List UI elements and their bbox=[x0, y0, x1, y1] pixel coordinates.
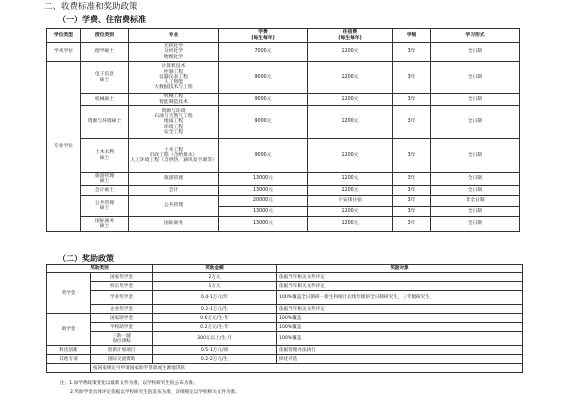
award-amount-cell: 300元以上/生·月 bbox=[153, 332, 277, 346]
tuition-table bbox=[46, 28, 520, 232]
mode-cell: 全日制 bbox=[431, 62, 520, 94]
award-amount-cell: 0.5-1万元/项 bbox=[153, 346, 277, 355]
table-row bbox=[47, 364, 523, 373]
awards-heading: （二）奖助政策 bbox=[58, 254, 114, 263]
col-length: 学制 bbox=[393, 29, 431, 43]
mode-cell: 全日制 bbox=[431, 217, 520, 232]
tuition-cell: 13000元 bbox=[219, 217, 308, 232]
award-object-cell: 100%覆盖全日制研一新生和统计后续年级的全日制研究生，三年级研究生 bbox=[277, 291, 523, 305]
table-row bbox=[47, 173, 520, 186]
length-cell: 3年 bbox=[393, 62, 431, 94]
table-row bbox=[47, 196, 520, 207]
major-cell: 会计 bbox=[129, 186, 219, 196]
category-cell: 土木水利 硕士 bbox=[81, 139, 129, 173]
mode-cell: 全日制 bbox=[431, 139, 520, 173]
award-amount-cell: 0.4-1万元/年 bbox=[153, 291, 277, 305]
table-row bbox=[47, 346, 523, 355]
award-object-cell: 择优评选 bbox=[277, 355, 523, 364]
lodging-cell: 1200元 bbox=[308, 62, 393, 94]
major-cell: 土木工程 市政工程（含给排水） 人工环境工程（含供热、通风及空调等） bbox=[129, 139, 219, 173]
table-row bbox=[47, 314, 523, 323]
award-object-cell: 依据当年相关文件评定 bbox=[277, 282, 523, 291]
award-name-cell: 学校助学金 bbox=[91, 323, 153, 332]
length-cell: 3年 bbox=[393, 43, 431, 62]
category-cell: 公共管理 硕士 bbox=[81, 196, 129, 217]
length-cell: 3年 bbox=[393, 173, 431, 186]
major-cell: 公共管理 bbox=[129, 196, 219, 217]
col-object: 奖励对象 bbox=[277, 265, 523, 273]
award-name-cell: 校长奖学金 bbox=[91, 282, 153, 291]
lodging-cell: 1200元 bbox=[308, 43, 393, 62]
award-object-cell: 100%覆盖 bbox=[277, 314, 523, 323]
mode-cell: 全日制 bbox=[431, 186, 520, 196]
tuition-cell: 9000元 bbox=[219, 106, 308, 139]
lodging-cell: 1200元 bbox=[308, 217, 393, 232]
tuition-cell: 9000元 bbox=[219, 139, 308, 173]
table-row bbox=[47, 305, 523, 314]
category-cell: 资源与环境硕士 bbox=[81, 106, 129, 139]
award-amount-cell: 1万元 bbox=[153, 282, 277, 291]
col-type: 学位类型 bbox=[47, 29, 81, 43]
table-row bbox=[47, 323, 523, 332]
award-amount-cell: 0.2万元/生·年 bbox=[153, 323, 277, 332]
category-cell: 国际商务 硕士 bbox=[81, 217, 129, 232]
length-cell: 3年 bbox=[393, 207, 431, 217]
category-cell: 电子信息 硕士 bbox=[81, 62, 129, 94]
lodging-cell: 1200元 bbox=[308, 106, 393, 139]
table-row bbox=[47, 332, 523, 346]
degree-type-cell: 专业学位 bbox=[47, 62, 81, 232]
tuition-cell: 9000元 bbox=[219, 94, 308, 106]
lodging-cell: 1200元 bbox=[308, 94, 393, 106]
note-line: 2.奖助学金具体评定依据以学校研究生院发布为准，详细规定以学校相关文件为准。 bbox=[70, 389, 240, 395]
tuition-cell: 13000元 bbox=[219, 207, 308, 217]
length-cell: 3年 bbox=[393, 139, 431, 173]
mode-cell: 非全日制 bbox=[431, 196, 520, 207]
category-cell: 理学硕士 bbox=[81, 43, 129, 62]
award-group-cell: 奖学金 bbox=[47, 273, 91, 314]
lodging-cell: 1200元 bbox=[308, 186, 393, 196]
mode-cell: 全日制 bbox=[431, 207, 520, 217]
major-cell: 无机化学 分析化学 物理化学 bbox=[129, 43, 219, 62]
notes bbox=[60, 380, 240, 397]
award-amount-cell: 0.2-1万元/生 bbox=[153, 305, 277, 314]
major-cell: 国际商务 bbox=[129, 217, 219, 232]
table-row bbox=[47, 355, 523, 364]
award-amount-cell: 0.2-2万元/生 bbox=[153, 355, 277, 364]
table-row bbox=[47, 291, 523, 305]
award-amount-cell: 2万元 bbox=[153, 273, 277, 282]
section-title: 二、收费标准和奖助政策 bbox=[44, 2, 138, 12]
award-amount-cell: 0.6万元/生·年 bbox=[153, 314, 277, 323]
col-tuition: 学费 (每生每年) bbox=[219, 29, 308, 43]
award-group-cell: 其他专项 bbox=[47, 355, 91, 364]
col-category: 授位类别 bbox=[81, 29, 129, 43]
mode-cell: 全日制 bbox=[431, 106, 520, 139]
award-group-cell: 助学金 bbox=[47, 314, 91, 346]
table-row bbox=[47, 186, 520, 196]
award-name-cell: 创新计划项目 bbox=[91, 346, 153, 355]
category-cell: 会计硕士 bbox=[81, 186, 129, 196]
table-row bbox=[47, 106, 520, 139]
table-row bbox=[47, 43, 520, 62]
lodging-cell: 不安排住宿 bbox=[308, 196, 393, 207]
col-major: 专业 bbox=[129, 29, 219, 43]
note-line: 注：1.如学费政策变化以最新文件为准，以学校研究生院公布为准。 bbox=[60, 381, 198, 386]
award-group-cell: 科技创新 bbox=[47, 346, 91, 355]
category-cell: 机械硕士 bbox=[81, 94, 129, 106]
award-object-cell: 依据当年相关文件评定 bbox=[277, 305, 523, 314]
table-row bbox=[47, 62, 520, 94]
table-row bbox=[47, 94, 520, 106]
table-row bbox=[47, 282, 523, 291]
length-cell: 3年 bbox=[393, 94, 431, 106]
lodging-cell: 1200元 bbox=[308, 207, 393, 217]
major-cell: 资源与环境 石油与天然气工程 地质工程 环境工程 安全工程 bbox=[129, 106, 219, 139]
table-row bbox=[47, 273, 523, 282]
length-cell: 3年 bbox=[393, 217, 431, 232]
award-object-cell: 依据当年相关文件评定 bbox=[277, 273, 523, 282]
award-object-cell: 依据管理办法执行 bbox=[277, 346, 523, 355]
col-kind: 奖助类别 bbox=[47, 265, 153, 273]
tuition-cell: 20000元 bbox=[219, 196, 308, 207]
tuition-cell: 7000元 bbox=[219, 43, 308, 62]
award-name-cell: 学业奖学金 bbox=[91, 291, 153, 305]
mode-cell: 全日制 bbox=[431, 173, 520, 186]
col-lodging: 住宿费 (每生每年) bbox=[308, 29, 393, 43]
length-cell: 3年 bbox=[393, 106, 431, 139]
award-name-cell: 国家助学金 bbox=[91, 314, 153, 323]
tuition-cell: 13000元 bbox=[219, 173, 308, 186]
award-name-cell: 国际交流资助 bbox=[91, 355, 153, 364]
award-name-cell: 国家奖学金 bbox=[91, 273, 153, 282]
category-cell: 旅游管理 硕士 bbox=[81, 173, 129, 186]
table-row bbox=[47, 217, 520, 232]
award-name-cell: 企业奖学金 bbox=[91, 305, 153, 314]
tuition-heading: （一）学费、住宿费标准 bbox=[58, 15, 146, 24]
award-object-cell: 100%覆盖 bbox=[277, 323, 523, 332]
table-row bbox=[47, 139, 520, 173]
awards-table bbox=[46, 264, 523, 373]
col-amount: 奖助金额 bbox=[153, 265, 277, 273]
col-mode: 学习形式 bbox=[431, 29, 520, 43]
loan-footer-cell: 按国家规定可申请国家助学贷款或生源地贷款 bbox=[91, 364, 523, 373]
lodging-cell: 1200元 bbox=[308, 173, 393, 186]
major-cell: 计算机技术 控制工程 仪器仪表工程 人工智能 大数据技术与工程 bbox=[129, 62, 219, 94]
length-cell: 3年 bbox=[393, 196, 431, 207]
award-object-cell: 100%覆盖 bbox=[277, 332, 523, 346]
tuition-cell: 13000元 bbox=[219, 186, 308, 196]
mode-cell: 全日制 bbox=[431, 94, 520, 106]
major-cell: 旅游管理 bbox=[129, 173, 219, 186]
length-cell: 3年 bbox=[393, 186, 431, 196]
mode-cell: 全日制 bbox=[431, 43, 520, 62]
major-cell: 机械工程 智能制造技术 bbox=[129, 94, 219, 106]
tuition-cell: 9000元 bbox=[219, 62, 308, 94]
award-group-cell bbox=[47, 364, 91, 373]
lodging-cell: 1200元 bbox=[308, 139, 393, 173]
award-name-cell: 三助一辅 岗位津贴 bbox=[91, 332, 153, 346]
degree-type-cell: 学术学位 bbox=[47, 43, 81, 62]
